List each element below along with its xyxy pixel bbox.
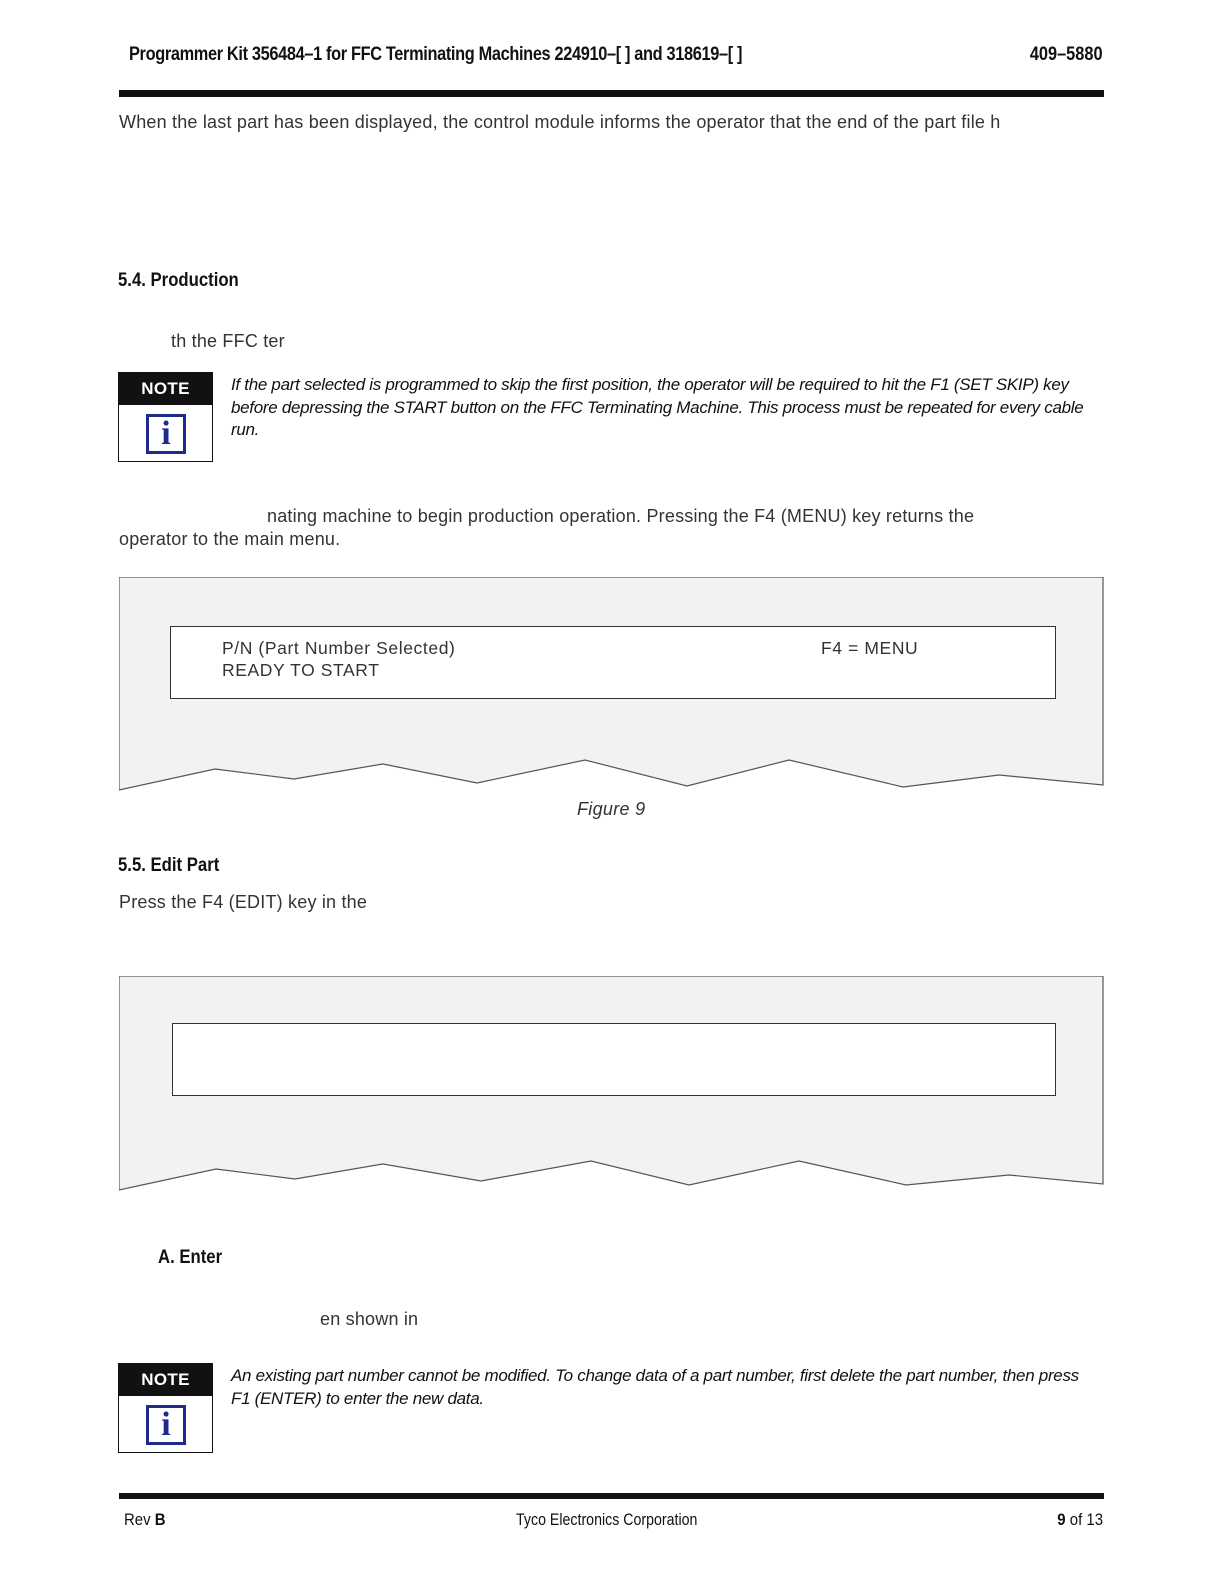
company-name: Tyco Electronics Corporation — [516, 1511, 698, 1529]
figure-9-screen — [119, 577, 1104, 793]
document-number: 409–5880 — [1030, 44, 1103, 65]
note-label: NOTE — [119, 1364, 212, 1396]
page-number — [1057, 1510, 1103, 1530]
intro-paragraph: When the last part has been displayed, the control module informs the operator that the end of the part file h — [119, 112, 1001, 132]
subsection-heading-enter: A. Enter — [158, 1247, 223, 1268]
display-part-number: P/N (Part Number Selected) — [222, 638, 456, 658]
revision-value: B — [154, 1510, 166, 1529]
production-paragraph-line-1: nating machine to begin production operation. Pressing the F4 (MENU) key returns the — [267, 506, 975, 526]
page-current: 9 — [1057, 1510, 1066, 1529]
lcd-display — [170, 626, 1056, 699]
edit-part-screen — [119, 976, 1104, 1192]
section-heading-edit-part: 5.5. Edit Part — [118, 855, 220, 876]
enter-text-fragment: en shown in — [320, 1309, 419, 1329]
figure-9-caption: Figure 9 — [577, 799, 646, 819]
production-paragraph-line-2: operator to the main menu. — [119, 529, 341, 549]
edit-part-paragraph: Press the F4 (EDIT) key in the — [119, 892, 368, 912]
note-badge — [118, 372, 213, 462]
page-total: 13 — [1086, 1510, 1103, 1529]
page-of: of — [1069, 1510, 1083, 1529]
info-icon: i — [146, 1405, 186, 1445]
document-title: Programmer Kit 356484–1 for FFC Terminating Machines 224910–[ ] and 318619–[ ] — [129, 44, 743, 65]
header-rule — [119, 90, 1104, 97]
production-text-fragment: th the FFC ter — [171, 331, 285, 351]
note-text: If the part selected is programmed to skip the first position, the operator will be required to hit the F1 (SET SKIP) key before depressing the START button on the FFC Terminating Machine. This process must be repeated for every cable run. — [231, 375, 1084, 439]
section-heading-production: 5.4. Production — [118, 270, 239, 291]
note-label: NOTE — [119, 373, 212, 405]
revision-prefix: Rev — [124, 1510, 151, 1529]
note-text: An existing part number cannot be modified. To change data of a part number, first delete the part number, then press F1 (ENTER) to enter the new data. — [231, 1366, 1079, 1408]
lcd-display-empty — [172, 1023, 1056, 1096]
revision-label — [124, 1510, 166, 1530]
display-status: READY TO START — [222, 660, 380, 680]
footer-rule — [119, 1493, 1104, 1499]
display-menu-key: F4 = MENU — [821, 638, 919, 658]
info-icon: i — [146, 414, 186, 454]
note-badge — [118, 1363, 213, 1453]
